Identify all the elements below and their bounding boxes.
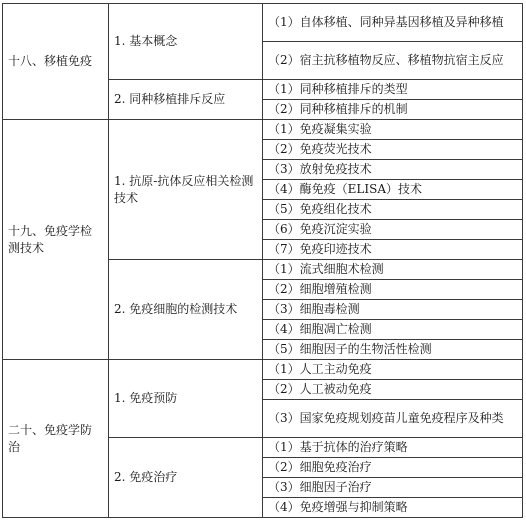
- list-item: （1）流式细胞术检测: [263, 260, 523, 280]
- list-item: （1）人工主动免疫: [263, 360, 523, 380]
- unit-title: 二十、免疫学防治: [3, 360, 109, 518]
- list-item: （1）免疫凝集实验: [263, 120, 523, 140]
- topic-title: 1. 基本概念: [109, 4, 263, 80]
- list-item: （3）放射免疫技术: [263, 160, 523, 180]
- table-row: [3, 4, 523, 42]
- syllabus-table: [2, 3, 523, 518]
- unit-title: 十八、移植免疫: [3, 4, 109, 120]
- table-row: [3, 120, 523, 140]
- topic-title: 2. 免疫细胞的检测技术: [109, 260, 263, 360]
- list-item: （1）自体移植、同种异基因移植及异种移植: [263, 4, 523, 42]
- list-item: （2）人工被动免疫: [263, 380, 523, 400]
- topic-title: 2. 同种移植排斥反应: [109, 80, 263, 120]
- list-item: （2）细胞免疫治疗: [263, 458, 523, 478]
- list-item: （1）同种移植排斥的类型: [263, 80, 523, 100]
- table-row: [3, 360, 523, 380]
- list-item: （7）免疫印迹技术: [263, 240, 523, 260]
- list-item: （2）免疫荧光技术: [263, 140, 523, 160]
- list-item: （2）宿主抗移植物反应、移植物抗宿主反应: [263, 42, 523, 80]
- topic-title: 1. 抗原-抗体反应相关检测技术: [109, 120, 263, 260]
- topic-title: 1. 免疫预防: [109, 360, 263, 438]
- list-item: （2）细胞增殖检测: [263, 280, 523, 300]
- list-item: （5）细胞因子的生物活性检测: [263, 340, 523, 360]
- list-item: （6）免疫沉淀实验: [263, 220, 523, 240]
- list-item: （1）基于抗体的治疗策略: [263, 438, 523, 458]
- list-item: （5）免疫组化技术: [263, 200, 523, 220]
- list-item: （3）细胞因子治疗: [263, 478, 523, 498]
- list-item: （4）细胞凋亡检测: [263, 320, 523, 340]
- list-item: （3）细胞毒检测: [263, 300, 523, 320]
- unit-title: 十九、免疫学检测技术: [3, 120, 109, 360]
- topic-title: 2. 免疫治疗: [109, 438, 263, 518]
- list-item: （4）免疫增强与抑制策略: [263, 498, 523, 518]
- list-item: （2）同种移植排斥的机制: [263, 100, 523, 120]
- list-item: （3）国家免疫规划疫苗儿童免疫程序及种类: [263, 400, 523, 438]
- list-item: （4）酶免疫（ELISA）技术: [263, 180, 523, 200]
